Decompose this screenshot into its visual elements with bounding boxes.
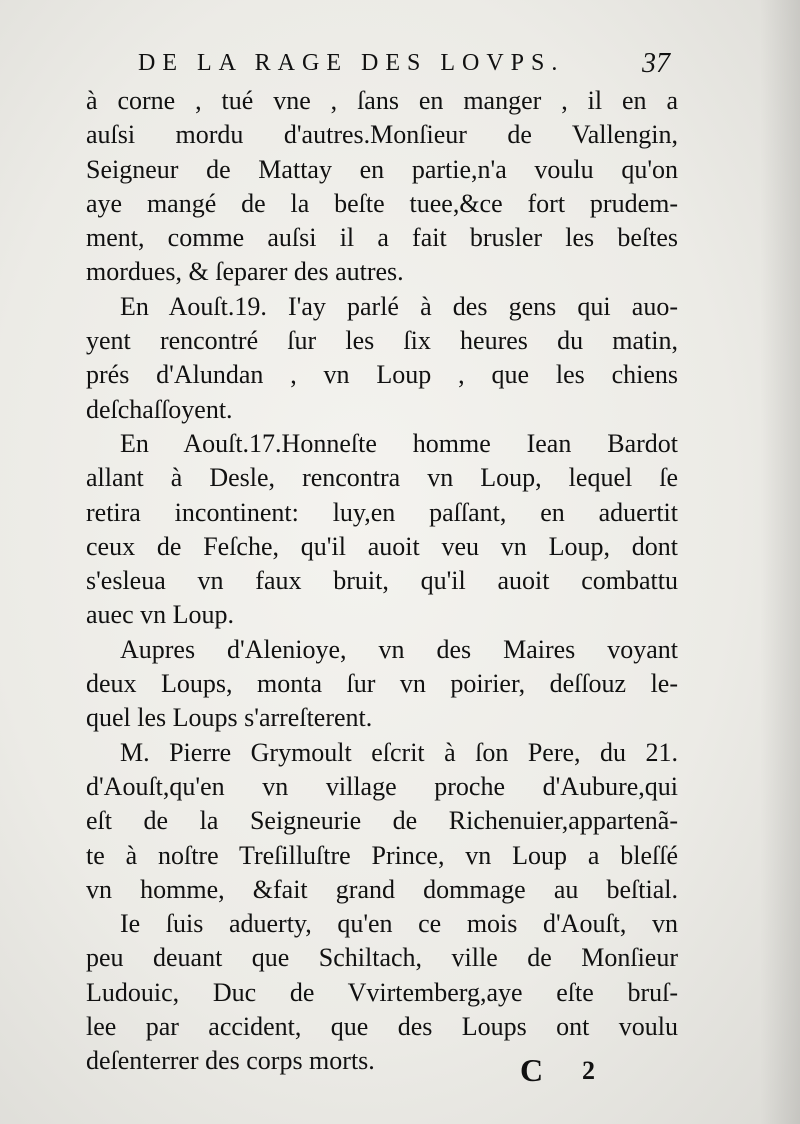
text-line: mordues, & ſeparer des autres. — [86, 257, 404, 287]
page-edge-shadow — [760, 0, 800, 1124]
text-line: à corne , tué vne , ſans en manger , il en a — [86, 86, 678, 115]
page-number: 37 — [642, 48, 670, 79]
text-line: deſenterrer des corps morts. — [86, 1046, 375, 1076]
text-line: En Aouſt.17.Honneſte homme Iean Bardot — [120, 428, 678, 458]
text-line: M. Pierre Grymoult eſcrit à ſon Pere, du 21. — [120, 737, 678, 767]
text-line: peu deuant que Schiltach, ville de Monſieur — [86, 943, 678, 973]
text-line: prés d'Alundan , vn Loup , que les chiens — [86, 360, 678, 390]
text-line: auſsi mordu d'autres.Monſieur de Vallengin, — [86, 120, 678, 150]
text-line: Ludouic, Duc de Vvirtemberg,aye eſte bruſ- — [86, 977, 678, 1007]
running-head — [138, 46, 678, 86]
text-line: Ie ſuis aduerty, qu'en ce mois d'Aouſt, vn — [120, 909, 678, 939]
text-line: aye mangé de la beſte tuee,&ce fort prudem- — [86, 188, 678, 218]
signature-mark — [520, 1052, 640, 1092]
text-line: yent rencontré ſur les ſix heures du matin, — [86, 326, 678, 356]
text-line: te à noſtre Treſilluſtre Prince, vn Loup a bleſſé — [86, 840, 678, 870]
text-line: vn homme, &fait grand dommage au beſtial. — [86, 874, 678, 904]
text-line: retira incontinent: luy,en paſſant, en aduertit — [86, 497, 678, 527]
text-line: deux Loups, monta ſur vn poirier, deſſouz le- — [86, 669, 678, 699]
text-line: En Aouſt.19. I'ay parlé à des gens qui auo- — [120, 291, 678, 321]
signature-letter: C — [520, 1052, 544, 1088]
text-line: quel les Loups s'arreſterent. — [86, 703, 373, 733]
text-line: d'Aouſt,qu'en vn village proche d'Aubure,qui — [86, 771, 678, 801]
text-line: lee par accident, que des Loups ont voulu — [86, 1012, 678, 1042]
body-text — [86, 84, 678, 1079]
text-line: deſchaſſoyent. — [86, 394, 233, 424]
text-line: ceux de Feſche, qu'il auoit veu vn Loup, dont — [86, 531, 678, 561]
text-line: s'esleua vn faux bruit, qu'il auoit combattu — [86, 566, 678, 596]
text-line: auec vn Loup. — [86, 600, 235, 630]
text-line: Seigneur de Mattay en partie,n'a voulu qu'on — [86, 154, 678, 184]
text-line: eſt de la Seigneurie de Richenuier,appartenã- — [86, 806, 678, 836]
running-title: DE LA RAGE DES LOVPS. — [138, 50, 565, 76]
text-line: Aupres d'Alenioye, vn des Maires voyant — [120, 634, 678, 664]
signature-number: 2 — [582, 1056, 595, 1085]
text-line: ment, comme auſsi il a fait brusler les beſtes — [86, 223, 678, 253]
text-line: allant à Desle, rencontra vn Loup, lequel ſe — [86, 463, 678, 493]
